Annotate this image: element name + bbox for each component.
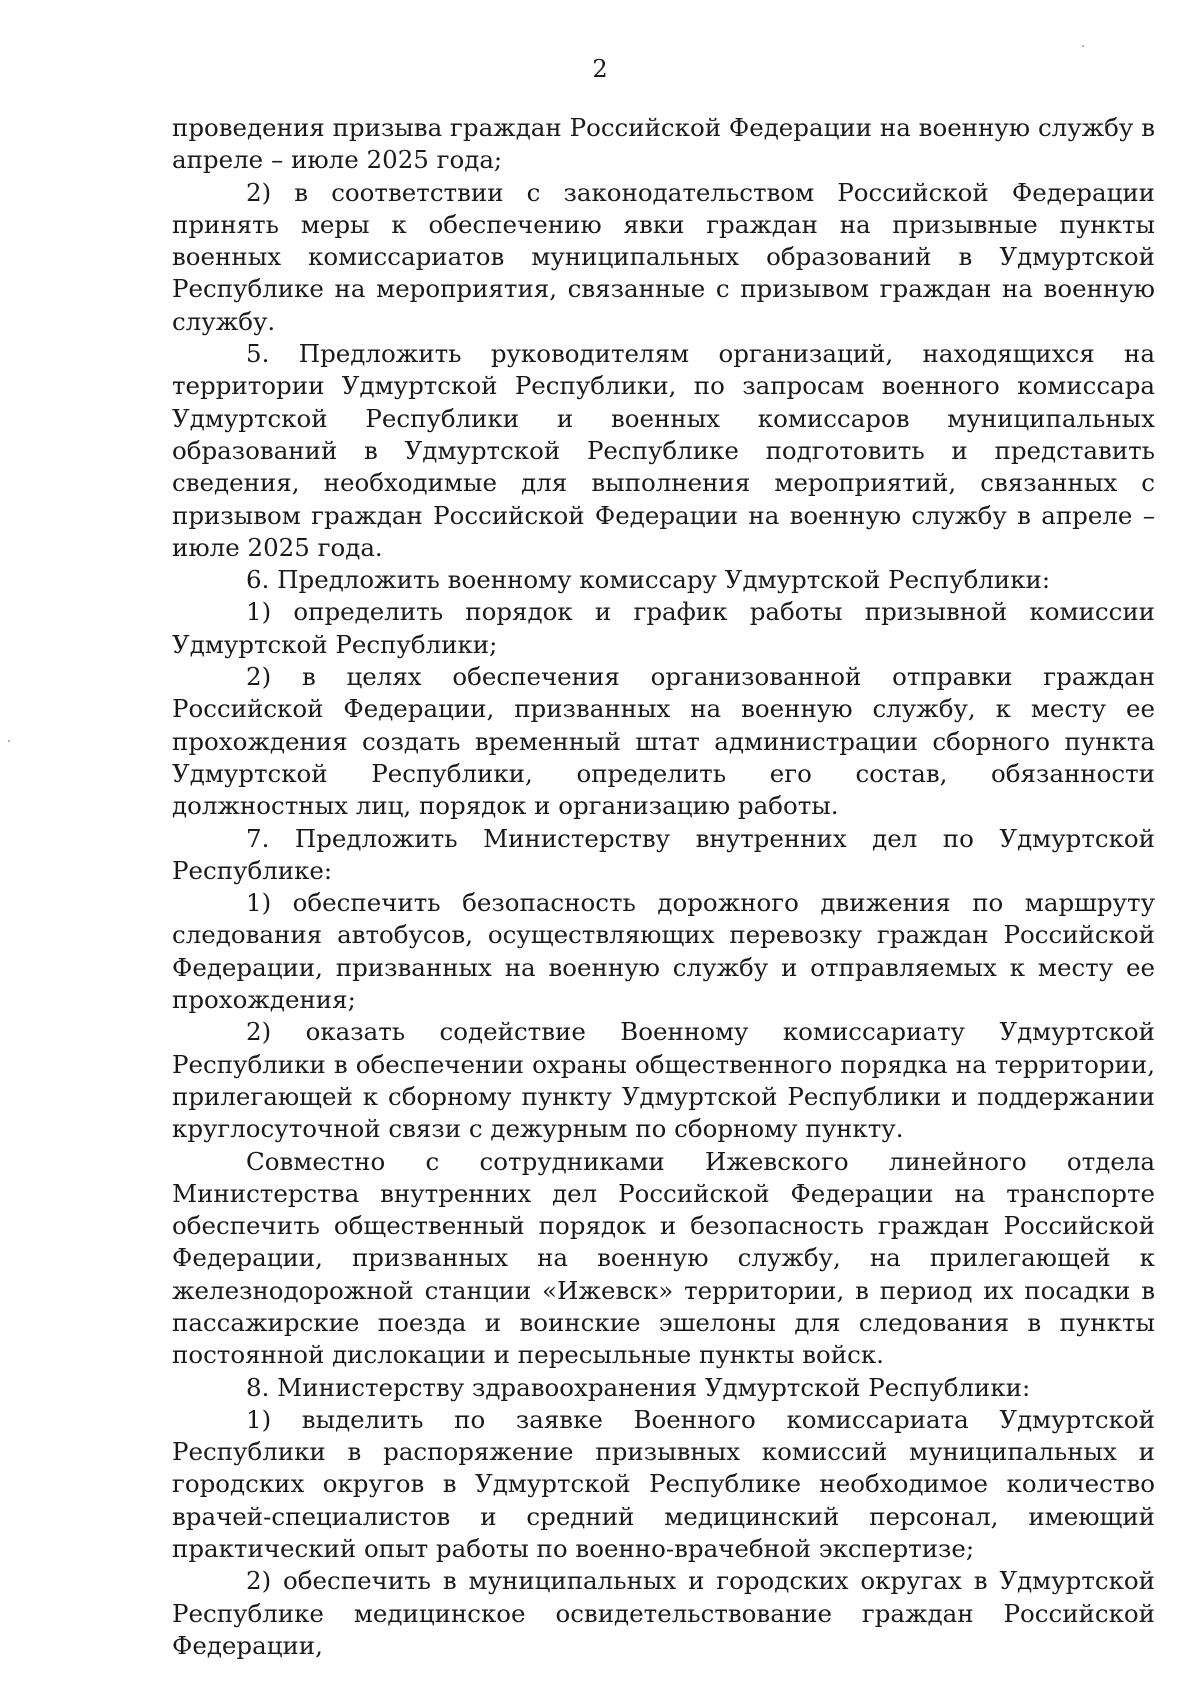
paragraph: 5. Предложить руководителям организаций, находящихся на территории Удмуртской Республики, по запросам военного комиссара Удмуртской Республики и военных комиссаров муниципальных образований в Удмуртской Республике подготовить и представить сведения, необходимые для выполнения мероприятий, связанных с призывом граждан Российской Федерации на военную службу в апреле – июле 2025 года.	[172, 339, 1155, 562]
page-number: 2	[592, 55, 608, 83]
paragraph: проведения призыва граждан Российской Федерации на военную службу в апреле – июле 2025 года;	[172, 113, 1155, 175]
paragraph: 2) в соответствии с законодательством Российской Федерации принять меры к обеспечению явки граждан на призывные пункты военных комиссариатов муниципальных образований в Удмуртской Республике на мероприятия, связанные с призывом граждан на военную службу.	[172, 177, 1155, 336]
scan-speck	[1082, 45, 1084, 47]
paragraph: 1) определить порядок и график работы призывной комиссии Удмуртской Республики;	[172, 597, 1155, 659]
paragraph: 1) выделить по заявке Военного комиссариата Удмуртской Республики в распоряжение призывных комиссий муниципальных и городских округов в Удмуртской Республике необходимое количество врачей-специалистов и средний медицинский персонал, имеющий практический опыт работы по военно-врачебной экспертизе;	[172, 1404, 1155, 1564]
paragraph: 8. Министерству здравоохранения Удмуртской Республики:	[246, 1372, 1031, 1402]
paragraph: 2) оказать содействие Военному комиссариату Удмуртской Республики в обеспечении охраны общественного порядка на территории, прилегающей к сборному пункту Удмуртской Республики и поддержании круглосуточной связи с дежурным по сборному пункту.	[172, 1017, 1155, 1144]
paragraph: 2) в целях обеспечения организованной отправки граждан Российской Федерации, призванных на военную службу, к месту ее прохождения создать временный штат администрации сборного пункта Удмуртской Республики, определить его состав, обязанности должностных лиц, порядок и организацию работы.	[172, 662, 1155, 821]
paragraph: 2) обеспечить в муниципальных и городских округах в Удмуртской Республике медицинское освидетельствование граждан Российской Федерации,	[172, 1566, 1155, 1660]
paragraph: 1) обеспечить безопасность дорожного движения по маршруту следования автобусов, осуществляющих перевозку граждан Российской Федерации, призванных на военную службу и отправляемых к месту ее прохождения;	[172, 888, 1155, 1015]
paragraph: Совместно с сотрудниками Ижевского линейного отдела Министерства внутренних дел Российской Федерации на транспорте обеспечить общественный порядок и безопасность граждан Российской Федерации, призванных на военную службу, на прилегающей к железнодорожной станции «Ижевск» территории, в период их посадки в пассажирские поезда и воинские эшелоны для следования в пункты постоянной дислокации и пересыльные пункты войск.	[172, 1146, 1155, 1370]
paragraph: 6. Предложить военному комиссару Удмуртской Республики:	[246, 565, 1051, 595]
document-body	[172, 112, 1155, 1662]
scan-speck	[8, 740, 10, 742]
paragraph: 7. Предложить Министерству внутренних дел по Удмуртской Республике:	[172, 823, 1155, 885]
